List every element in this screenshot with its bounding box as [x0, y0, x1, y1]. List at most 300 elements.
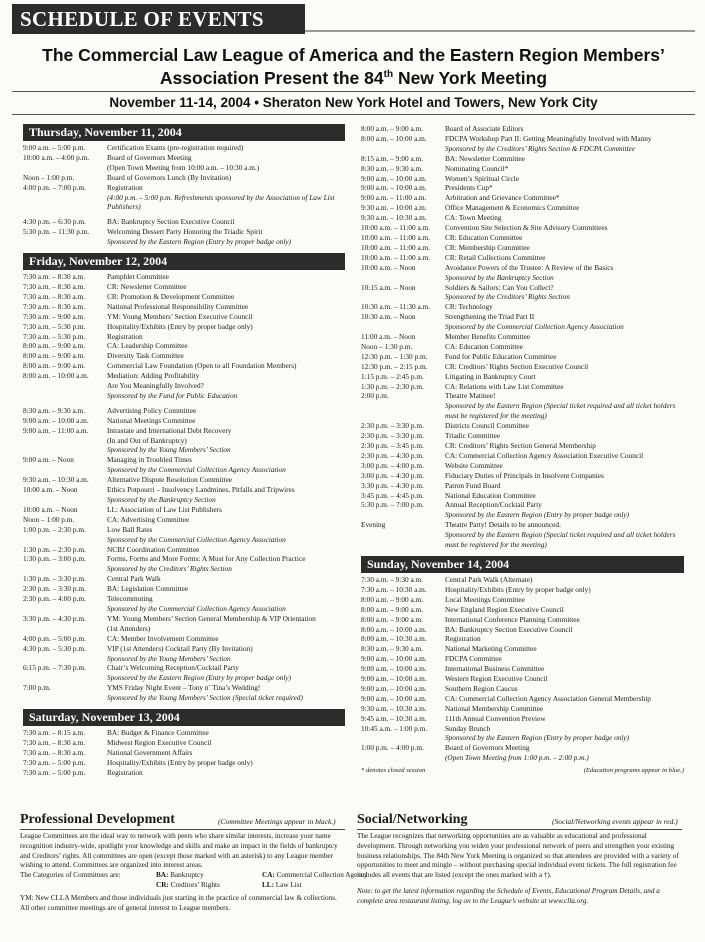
event-title: Strengthening the Triad Part II — [445, 312, 535, 322]
event-details — [107, 728, 345, 738]
event-details — [445, 312, 684, 332]
category-ll — [262, 881, 368, 891]
event-time: 9:45 a.m. – 10:30 a.m. — [361, 713, 427, 723]
event-details — [107, 455, 345, 475]
event-title: (In and Out of Bankruptcy) — [107, 435, 187, 445]
event-time: 3:00 p.m. – 4:30 p.m. — [361, 470, 424, 480]
event-details — [107, 584, 345, 594]
event-details — [107, 292, 345, 302]
event-title: Avoidance Powers of the Trustee: A Review of the Basics — [445, 262, 614, 272]
event-time: 8:15 a.m. – 9:00 a.m. — [361, 153, 424, 163]
event-details — [107, 341, 345, 351]
event-details — [445, 694, 684, 704]
event-row — [23, 554, 345, 574]
day-header-thursday: Thursday, November 11, 2004 — [23, 124, 345, 141]
event-time: 10:15 a.m. – Noon — [361, 282, 416, 292]
schedule-footnote — [361, 767, 684, 774]
event-row — [23, 644, 345, 664]
event-time: 5:30 p.m. – 11:30 p.m. — [23, 227, 90, 237]
event-row — [23, 416, 345, 426]
event-time: 7:30 a.m. – 8:30 a.m. — [23, 272, 86, 282]
event-details — [445, 674, 684, 684]
title-line-1: The Commercial Law League of America and the Eastern Region Members’ — [42, 45, 665, 65]
categories-spacer — [20, 881, 150, 891]
event-time: 3:30 p.m. – 4:30 p.m. — [23, 613, 86, 623]
event-row — [23, 351, 345, 361]
event-row — [361, 634, 684, 644]
event-row — [23, 475, 345, 485]
committee-categories — [20, 871, 368, 891]
event-row — [361, 664, 684, 674]
event-row — [23, 758, 345, 768]
social-networking-text: The League recognizes that networking opportunities are as valuable as educational and professional development. Through networking you widen your professional network of peers and strengthen your existing business relationships. The 84th New York Meeting is organized so that attendees are provided with a variety of opportunities to meet and mingle – without purchasing special individual event tickets. The full registration fee includes all events that are listed (except the ones marked with a †). — [357, 832, 679, 880]
event-title: Registration — [445, 634, 481, 644]
event-row — [361, 174, 684, 184]
event-details — [107, 312, 345, 322]
event-details — [445, 154, 684, 164]
category-ll-name: Law List — [275, 880, 302, 889]
website-note: Note: to get the latest information regarding the Schedule of Events, Educational Program Details, and a complete area restaurant listing, log on to the League’s website at www.clla.org. — [357, 886, 660, 905]
event-title: Hospitality/Exhibits (Entry by proper badge only) — [445, 584, 591, 594]
event-title: Intrastate and International Debt Recovery — [107, 425, 232, 435]
category-ba-name: Bankruptcy — [170, 871, 204, 880]
event-title: Arbitration and Grievance Committee* — [445, 193, 560, 203]
event-details — [107, 525, 345, 545]
event-row — [361, 193, 684, 203]
event-details — [445, 684, 684, 694]
event-title: CA: Commercial Collection Agency Association Executive Council — [445, 450, 644, 460]
event-time: 9:00 a.m. – 10:00 a.m. — [361, 664, 427, 674]
event-sponsor-note: Sponsored by the Commercial Collection Agency Association — [107, 534, 286, 544]
event-details — [107, 322, 345, 332]
event-row — [361, 372, 684, 382]
event-details — [445, 372, 684, 382]
event-time: 9:00 a.m. – 10:00 a.m. — [361, 183, 427, 193]
event-time: 7:30 a.m. – 8:30 a.m. — [23, 737, 86, 747]
event-time: 7:30 a.m. – 10:30 a.m. — [361, 584, 427, 594]
event-row — [361, 520, 684, 550]
event-row — [361, 431, 684, 441]
event-title: CR: Creditors’ Rights Section General Membership — [445, 441, 596, 450]
title-line-2-text: Association Present the 84 — [159, 67, 384, 88]
day-sunday — [361, 556, 684, 774]
event-time: 9:00 a.m. – 10:00 a.m. — [361, 173, 427, 183]
event-time: 12:30 p.m. – 1:30 p.m. — [361, 351, 428, 361]
category-ca-abbr: CA: — [262, 871, 275, 880]
category-cr-abbr: CR: — [156, 880, 169, 889]
event-time: 8:00 a.m. – 10:00 a.m. — [361, 624, 427, 634]
event-time: 10:30 a.m. – Noon — [361, 312, 416, 322]
event-title: CA: Advertising Committee — [107, 514, 190, 524]
event-details — [445, 704, 684, 714]
event-details — [445, 743, 684, 763]
event-details — [445, 302, 684, 312]
event-time: Noon – 1:00 p.m. — [23, 172, 75, 182]
event-row — [23, 728, 345, 738]
event-details — [445, 332, 684, 342]
event-title: CA: Member Involvement Committee — [107, 633, 219, 643]
event-details — [445, 441, 684, 451]
event-time: 7:30 a.m. – 5:00 p.m. — [23, 757, 86, 767]
event-title: Women’s Spiritual Circle — [445, 173, 519, 183]
event-details — [107, 554, 345, 574]
event-row — [23, 485, 345, 505]
event-details — [107, 143, 345, 153]
event-title: Member Benefits Committee — [445, 332, 531, 342]
event-time: 8:00 a.m. – 9:00 a.m. — [361, 124, 424, 133]
event-details — [107, 475, 345, 485]
event-sponsor-note: Sponsored by the Young Members’ Section — [107, 445, 231, 455]
event-list-saturday — [23, 728, 345, 778]
event-title: Registration — [107, 767, 143, 777]
event-title: Soldiers & Sailors: Can You Collect? — [445, 282, 554, 292]
event-row — [361, 595, 684, 605]
event-row — [361, 332, 684, 342]
event-title: Midwest Region Executive Council — [107, 737, 212, 747]
event-row — [361, 694, 684, 704]
event-title: Hospitality/Exhibits (Entry by proper badge only) — [107, 757, 253, 767]
event-time: 10:00 a.m. – 11:00 a.m. — [361, 242, 431, 252]
event-details — [107, 426, 345, 456]
event-sponsor-note: Sponsored by the Commercial Collection Agency Association — [107, 603, 286, 613]
event-row — [23, 322, 345, 332]
event-title: Registration — [107, 331, 143, 341]
event-title: BA: Legislation Committee — [107, 584, 189, 594]
event-row — [361, 481, 684, 491]
professional-development-rule — [20, 829, 345, 830]
event-title: International Conference Planning Committee — [445, 614, 580, 624]
event-details — [107, 173, 345, 183]
event-sponsor-note: Sponsored by the Young Members’ Section (Special ticket required) — [107, 693, 303, 703]
day-header-sunday: Sunday, November 14, 2004 — [361, 556, 684, 573]
event-time: 8:00 a.m. – 10:30 a.m. — [361, 634, 427, 644]
category-cr-name: Creditors’ Rights — [170, 880, 220, 889]
event-time: 8:30 a.m. – 9:30 a.m. — [361, 644, 424, 654]
event-details — [107, 683, 345, 703]
event-time: 9:00 a.m. – 10:00 a.m. — [361, 674, 427, 684]
event-details — [107, 282, 345, 292]
event-title: BA: Budget & Finance Committee — [107, 728, 209, 738]
event-sponsor-note: Sponsored by the Eastern Region (Special ticket required and all ticket holders must be registered for the meeting) — [445, 401, 676, 421]
event-title: New England Region Executive Council — [445, 604, 564, 614]
event-time: 3:30 p.m. – 4:30 p.m. — [361, 480, 424, 490]
event-title: CR: Education Committee — [445, 232, 523, 242]
event-title: LL: Association of Law List Publishers — [107, 504, 222, 514]
event-title: National Professional Responsibility Committee — [107, 301, 249, 311]
event-row — [23, 574, 345, 584]
event-details — [445, 283, 684, 303]
event-sponsor-note: Sponsored by the Eastern Region (Entry by proper badge only) — [445, 733, 630, 743]
event-title: International Business Committee — [445, 664, 545, 674]
event-time: 2:30 p.m. – 3:30 p.m. — [361, 431, 424, 441]
day-header-friday: Friday, November 12, 2004 — [23, 253, 345, 270]
event-row — [361, 124, 684, 134]
event-title: Board of Governors Lunch (By Invitation) — [107, 172, 232, 182]
event-time: 7:30 a.m. – 5:30 p.m. — [23, 321, 86, 331]
event-time: 2:30 p.m. – 3:30 p.m. — [23, 584, 86, 594]
event-row — [361, 243, 684, 253]
event-time: 8:00 a.m. – 9:00 a.m. — [23, 351, 86, 361]
day-friday — [23, 253, 345, 703]
event-time: 8:00 a.m. – 10:00 a.m. — [361, 133, 427, 143]
event-time: 10:00 a.m. – 4:00 p.m. — [23, 152, 90, 162]
event-sponsor-note: Sponsored by the Creditors’ Rights Section — [445, 292, 570, 302]
event-row — [361, 134, 684, 154]
event-details — [445, 654, 684, 664]
schedule-right-column — [361, 124, 684, 780]
event-details — [107, 614, 345, 634]
event-row — [23, 505, 345, 515]
event-time: 1:30 p.m. – 2:30 p.m. — [361, 381, 424, 391]
event-time: 10:00 a.m. – 11:00 a.m. — [361, 232, 431, 242]
event-row — [23, 614, 345, 634]
event-time: 7:30 a.m. – 8:30 a.m. — [23, 747, 86, 757]
event-details — [445, 664, 684, 674]
event-title: Advertising Policy Committee — [107, 405, 197, 415]
event-time: 9:30 a.m. – 10:30 a.m. — [361, 703, 427, 713]
event-sponsor-note: Sponsored by the Commercial Collection Agency Association — [445, 322, 624, 332]
event-details — [445, 714, 684, 724]
event-title: Managing in Troubled Times — [107, 455, 192, 465]
event-time: 9:00 a.m. – 5:00 p.m. — [23, 143, 86, 152]
event-sponsor-note: Sponsored by the Fund for Public Education — [107, 390, 238, 400]
category-ca-name: Commercial Collection Agency — [276, 871, 368, 880]
category-cr — [156, 881, 256, 891]
event-time: 7:30 a.m. – 8:30 a.m. — [23, 281, 86, 291]
event-row — [23, 738, 345, 748]
social-networking-title: Social/Networking — [357, 812, 468, 827]
event-row — [23, 584, 345, 594]
event-details — [445, 124, 684, 134]
event-sponsor-note: Sponsored by the Bankruptcy Section — [107, 495, 216, 504]
event-title: NCBJ Coordination Committee — [107, 544, 200, 554]
event-row — [23, 663, 345, 683]
event-time: 4:00 p.m. – 5:00 p.m. — [23, 633, 86, 643]
event-title: Hospitality/Exhibits (Entry by proper badge only) — [107, 321, 253, 331]
page-subtitle: November 11-14, 2004 • Sheraton New York Hotel and Towers, New York City — [109, 95, 598, 110]
event-row — [361, 263, 684, 283]
event-title: CR: Creditors’ Rights Section Executive Council — [445, 361, 589, 371]
event-list-sunday — [361, 575, 684, 763]
event-title: Commercial Law Foundation (Open to all Foundation Members) — [107, 361, 297, 371]
event-row — [361, 183, 684, 193]
event-title: CA: Relations with Law List Committee — [445, 381, 564, 391]
event-time: 10:45 a.m. – 1:00 p.m. — [361, 723, 428, 733]
event-row — [361, 585, 684, 595]
event-details — [445, 421, 684, 431]
event-row — [361, 644, 684, 654]
event-details — [445, 233, 684, 243]
event-sponsor-note: (Open Town Meeting from 1:00 p.m. – 2:00 p.m.) — [445, 753, 589, 763]
event-row — [361, 283, 684, 303]
event-row — [361, 704, 684, 714]
event-row — [23, 217, 345, 227]
title-superscript: th — [383, 69, 394, 80]
event-details — [445, 174, 684, 184]
event-time: 9:30 a.m. – 10:30 a.m. — [23, 475, 89, 485]
event-details — [445, 223, 684, 233]
categories-label: The Categories of Committees are: — [20, 871, 121, 880]
event-title: Patron Fund Board — [445, 480, 501, 490]
event-title: Presidents Cup* — [445, 183, 493, 193]
event-title: Alternative Dispute Resolution Committee — [107, 475, 233, 485]
event-sponsor-note: (4:00 p.m. – 5:00 p.m. Refreshments sponsored by the Association of Law List Publishers) — [107, 192, 335, 212]
event-title: CR: Retail Collections Committee — [445, 252, 546, 262]
event-title: 111th Annual Convention Preview — [445, 713, 546, 723]
event-details — [445, 342, 684, 352]
event-details — [107, 594, 345, 614]
event-title: Board of Governors Meeting — [445, 743, 530, 753]
event-sponsor-note: Sponsored by the Commercial Collection Agency Association — [107, 465, 286, 475]
event-time: Noon – 1:30 p.m. — [361, 341, 413, 351]
event-details — [107, 738, 345, 748]
event-details — [445, 263, 684, 283]
event-details — [107, 505, 345, 515]
event-row — [361, 164, 684, 174]
event-time: 12:30 p.m. – 2:15 p.m. — [361, 361, 428, 371]
title-line-2 — [12, 65, 695, 88]
event-time: 10:00 a.m. – 11:00 a.m. — [361, 252, 431, 262]
event-details — [107, 217, 345, 227]
event-time: 7:30 a.m. – 8:30 a.m. — [23, 291, 86, 301]
event-title: CA: Leadership Committee — [107, 341, 188, 351]
event-list-thursday — [23, 143, 345, 247]
event-row — [361, 654, 684, 664]
event-title: Litigating in Bankruptcy Court — [445, 371, 536, 381]
event-title: Districts Council Committee — [445, 421, 529, 431]
event-details — [445, 585, 684, 595]
event-row — [361, 615, 684, 625]
event-title: Local Meetings Committee — [445, 594, 525, 604]
event-time: 4:30 p.m. – 5:30 p.m. — [23, 643, 86, 653]
event-details — [445, 203, 684, 213]
event-row — [23, 173, 345, 183]
page-title — [12, 45, 695, 88]
event-details — [445, 243, 684, 253]
event-details — [445, 575, 684, 585]
event-sponsor-note: Sponsored by the Eastern Region (Entry by proper badge only) — [107, 237, 292, 247]
event-title: Board of Associate Editors — [445, 124, 524, 133]
event-title: Diversity Task Committee — [107, 351, 184, 361]
event-title: National Government Affairs — [107, 747, 193, 757]
event-row — [361, 302, 684, 312]
event-title: Central Park Walk — [107, 574, 161, 584]
event-details — [445, 391, 684, 421]
event-time: 1:00 p.m. – 4:00 p.m. — [361, 743, 424, 753]
event-details — [445, 134, 684, 154]
event-title: National Marketing Committee — [445, 644, 537, 654]
professional-development-body — [20, 832, 368, 913]
event-row — [361, 213, 684, 223]
event-row — [23, 634, 345, 644]
event-details — [445, 451, 684, 461]
event-row — [23, 515, 345, 525]
event-time: 2:30 p.m. – 4:00 p.m. — [23, 594, 86, 604]
event-title: CA: Commercial Collection Agency Association General Membership — [445, 693, 651, 703]
event-time: 8:30 a.m. – 9:30 a.m. — [23, 405, 86, 415]
event-title: Registration — [107, 182, 143, 192]
event-row — [23, 748, 345, 758]
event-row — [23, 361, 345, 371]
event-row — [23, 371, 345, 401]
event-time: 8:00 a.m. – 9:00 a.m. — [23, 341, 86, 351]
event-time: 9:30 a.m. – 10:00 a.m. — [361, 203, 427, 213]
event-title: Pamphlet Committee — [107, 272, 169, 282]
event-details — [107, 416, 345, 426]
event-row — [361, 223, 684, 233]
schedule-left-column — [23, 124, 345, 784]
section-header-label: SCHEDULE OF EVENTS — [20, 7, 264, 31]
event-details — [445, 724, 684, 744]
event-time: 2:30 p.m. – 3:45 p.m. — [361, 441, 424, 450]
closed-session-note: * denotes closed session — [361, 767, 426, 775]
event-details — [445, 461, 684, 471]
event-details — [445, 382, 684, 392]
title-line-2-end: New York Meeting — [393, 67, 548, 88]
professional-development-title: Professional Development — [20, 812, 175, 827]
event-sponsor-note: Sponsored by the Creditors’ Rights Section & FDCPA Committee — [445, 143, 636, 153]
event-time: 2:30 p.m. – 4:30 p.m. — [361, 450, 424, 460]
event-time: 1:00 p.m. – 2:30 p.m. — [23, 524, 86, 534]
event-details — [107, 644, 345, 664]
event-row — [361, 154, 684, 164]
event-details — [107, 371, 345, 401]
event-details — [107, 183, 345, 213]
event-title: Are You Meaningfully Involved? — [107, 381, 204, 391]
event-list-saturday-continued — [361, 124, 684, 550]
event-details — [445, 471, 684, 481]
event-time: 8:00 a.m. – 9:00 a.m. — [23, 361, 86, 371]
event-list-friday — [23, 272, 345, 703]
event-row — [361, 382, 684, 392]
event-row — [23, 683, 345, 703]
event-title: Telecommuting — [107, 594, 153, 604]
event-title: CR: Membership Committee — [445, 242, 530, 252]
event-details — [107, 515, 345, 525]
event-time: 9:00 a.m. – 10:00 a.m. — [361, 654, 427, 664]
event-title: (Open Town Meeting from 10:00 a.m. – 10:30 a.m.) — [107, 162, 260, 172]
event-sponsor-note: Sponsored by the Eastern Region (Entry by proper badge only) — [107, 673, 292, 683]
event-details — [445, 500, 684, 520]
event-time: 10:30 a.m. – 11:30 a.m. — [361, 302, 431, 312]
event-time: 1:30 p.m. – 3:00 p.m. — [23, 554, 86, 564]
subtitle-rule-bottom — [12, 114, 695, 115]
event-row — [23, 143, 345, 153]
event-time: 2:30 p.m. – 3:30 p.m. — [361, 421, 424, 431]
event-row — [23, 153, 345, 173]
event-row — [361, 362, 684, 372]
event-title: Convention Site Selection & Site Advisory Committees — [445, 223, 608, 233]
event-details — [445, 213, 684, 223]
event-row — [23, 525, 345, 545]
event-details — [445, 362, 684, 372]
event-title: VIP (1st Attenders) Cocktail Party (By Invitation) — [107, 643, 253, 653]
color-legend-note: (Education programs appear in blue.) — [583, 767, 684, 775]
event-details — [445, 625, 684, 635]
event-title: Chair’s Welcoming Reception/Cocktail Party — [107, 663, 239, 673]
event-title: YM: Young Members’ Section Executive Council — [107, 311, 253, 321]
event-row — [23, 455, 345, 475]
event-time: 5:30 p.m. – 7:00 p.m. — [361, 500, 424, 510]
event-time: 10:00 a.m. – Noon — [23, 485, 78, 495]
event-sponsor-note: Sponsored by the Eastern Region (Special ticket required and all ticket holders must be registered for the meeting) — [445, 530, 676, 550]
event-details — [445, 520, 684, 550]
event-details — [107, 634, 345, 644]
event-details — [445, 595, 684, 605]
event-row — [361, 451, 684, 461]
event-title: Theatre Matinee! — [445, 391, 496, 401]
event-title: Fund for Public Education Committee — [445, 351, 557, 361]
